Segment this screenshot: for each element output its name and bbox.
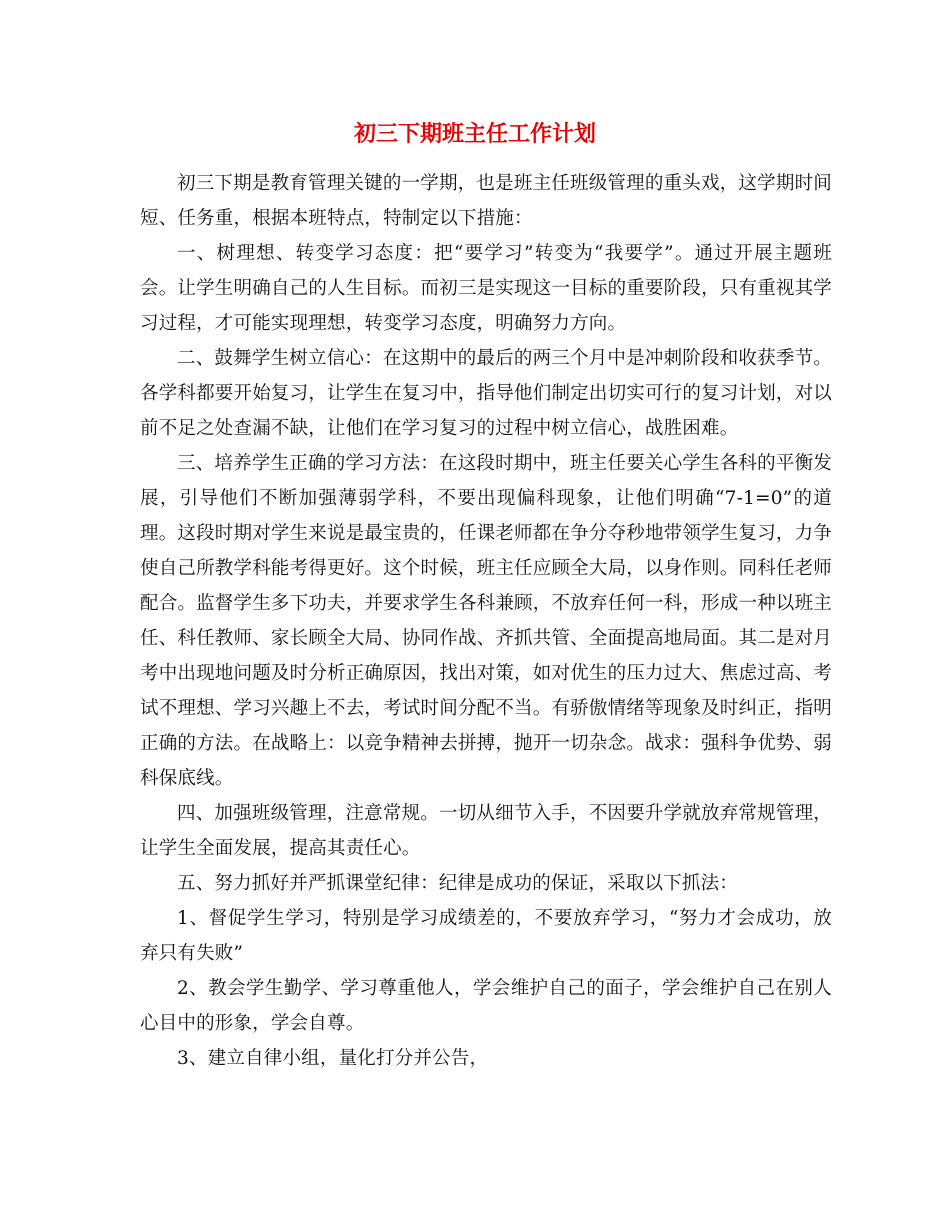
- list-item-1: 1、督促学生学习，特别是学习成绩差的，不要放弃学习，“努力才会成功，放弃只有失败”: [140, 908, 832, 964]
- document-title: 初三下期班主任工作计划: [353, 121, 596, 147]
- section-4-paragraph: 四、加强班级管理，注意常规。一切从细节入手，不因要升学就放弃常规管理，让学生全面发展，提高其责任心。: [140, 803, 832, 859]
- section-1-paragraph: 一、树理想、转变学习态度：把“要学习”转变为“我要学”。通过开展主题班会。让学生明确自己的人生目标。而初三是实现这一目标的重要阶段，只有重视其学习过程，才可能实现理想，转变学习态度，明确努力方向。: [140, 243, 832, 334]
- intro-paragraph: 初三下期是教育管理关键的一学期，也是班主任班级管理的重头戏，这学期时间短、任务重，根据本班特点，特制定以下措施：: [140, 173, 832, 229]
- document-body: [140, 166, 832, 1076]
- section-2-paragraph: 二、鼓舞学生树立信心：在这期中的最后的两三个月中是冲刺阶段和收获季节。各学科都要开始复习，让学生在复习中，指导他们制定出切实可行的复习计划，对以前不足之处查漏不缺，让他们在学习复习的过程中树立信心，战胜困难。: [140, 348, 832, 439]
- section-5-paragraph: 五、努力抓好并严抓课堂纪律：纪律是成功的保证，采取以下抓法：: [177, 873, 739, 894]
- section-3-paragraph: 三、培养学生正确的学习方法：在这段时期中，班主任要关心学生各科的平衡发展，引导他们不断加强薄弱学科，不要出现偏科现象，让他们明确“7-1=0”的道理。这段时期对学生来说是最宝贵的，任课老师都在争分夺秒地带领学生复习，力争使自己所教学科能考得更好。这个时候，班主任应顾全大局，以身作则。同科任老师配合。监督学生多下功夫，并要求学生各科兼顾，不放弃任何一科，形成一种以班主任、科任教师、家长顾全大局、协同作战、齐抓共管、全面提高地局面。其二是对月考中出现地问题及时分析正确原因，找出对策，如对优生的压力过大、焦虑过高、考试不理想、学习兴趣上不去，考试时间分配不当。有骄傲情绪等现象及时纠正，指明正确的方法。在战略上：以竞争精神去拼搏，抛开一切杂念。战求：强科争优势、弱科保底线。: [140, 453, 832, 789]
- list-item-3: 3、建立自律小组，量化打分并公告，: [177, 1048, 489, 1069]
- list-item-2: 2、教会学生勤学、学习尊重他人，学会维护自己的面子，学会维护自己在别人心目中的形象，学会自尊。: [140, 978, 832, 1034]
